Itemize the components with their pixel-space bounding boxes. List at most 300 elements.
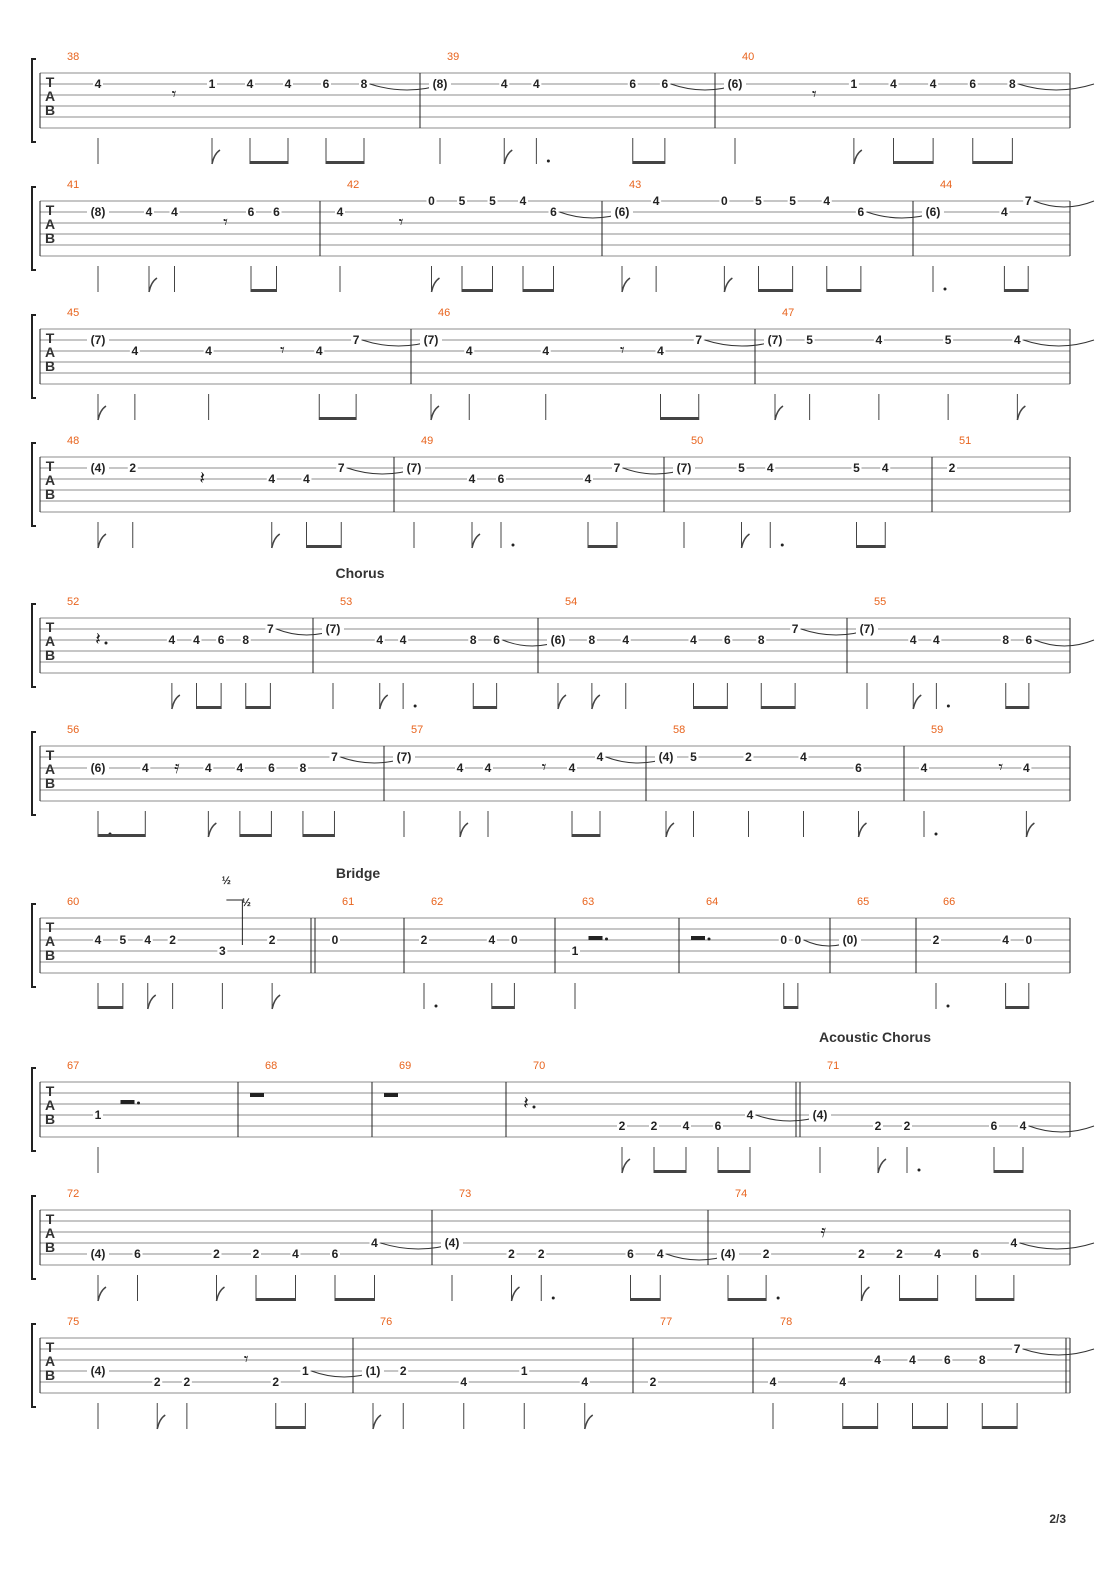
tab-system: [32, 51, 1094, 164]
fret-number: (7): [325, 622, 341, 636]
fret-number: 0: [780, 933, 788, 947]
beam: [335, 1298, 375, 1301]
rest: 𝄾: [398, 212, 404, 233]
rest: 𝄿: [820, 1221, 827, 1242]
fret-number: 6: [331, 1247, 339, 1261]
eighth-flag: [217, 1287, 225, 1301]
fret-number: (6): [550, 633, 566, 647]
tab-clef-letter: T: [45, 919, 55, 935]
fret-number: 4: [542, 344, 550, 358]
fret-number: 8: [588, 633, 596, 647]
eighth-flag: [622, 1159, 630, 1173]
beam: [694, 706, 728, 709]
beam: [492, 1006, 515, 1009]
measure: [947, 435, 1070, 512]
rest-dot: [137, 1102, 140, 1105]
fret-number: 4: [315, 344, 323, 358]
tie: [1023, 1349, 1094, 1355]
fret-number: 4: [656, 1247, 664, 1261]
tab-clef-letter: A: [44, 216, 56, 232]
fret-number: 4: [94, 933, 102, 947]
bend-amount-label: ½: [221, 875, 231, 887]
fret-number: 0: [428, 194, 435, 208]
fret-number: 4: [769, 1375, 777, 1389]
fret-number: 4: [800, 750, 807, 764]
measure-number: 53: [340, 596, 353, 608]
fret-number: 4: [823, 194, 831, 208]
measure-number: 60: [67, 896, 80, 908]
fret-number: 4: [690, 633, 697, 647]
eighth-flag: [775, 406, 783, 420]
system-bracket: [32, 904, 36, 987]
tab-clef-letter: T: [45, 202, 55, 218]
measure-number: 62: [431, 896, 444, 908]
fret-number: (0): [842, 933, 858, 947]
fret-number: 4: [292, 1247, 299, 1261]
beam: [633, 161, 665, 164]
fret-number: (8): [90, 205, 106, 219]
beam: [307, 545, 342, 548]
system-bracket: [32, 604, 36, 687]
fret-number: 2: [650, 1119, 658, 1133]
fret-number: 8: [469, 633, 477, 647]
measure-number: 47: [782, 307, 795, 319]
system-bracket: [32, 1068, 36, 1151]
fret-number: 4: [193, 633, 200, 647]
measure-number: 48: [67, 435, 80, 447]
rest: 𝄾: [998, 757, 1004, 778]
fret-number: 4: [144, 933, 152, 947]
fret-number: 6: [1025, 633, 1033, 647]
eighth-flag: [460, 823, 468, 837]
fret-number: 4: [581, 1375, 589, 1389]
rest-dot: [708, 938, 711, 941]
eighth-flag: [472, 534, 480, 548]
fret-number: 0: [331, 933, 339, 947]
fret-number: 6: [972, 1247, 980, 1261]
tab-system: [32, 179, 1094, 292]
eighth-flag: [432, 278, 440, 292]
rhythm-dot: [777, 1297, 780, 1300]
section-label: Chorus: [335, 565, 385, 581]
measure-number: 40: [742, 51, 755, 63]
measure: [922, 179, 1094, 292]
rest: 𝄾: [243, 1349, 249, 1370]
eighth-flag: [98, 534, 106, 548]
fret-number: 8: [757, 633, 765, 647]
fret-number: 2: [903, 1119, 911, 1133]
fret-number: 4: [205, 761, 212, 775]
fret-number: (7): [676, 461, 692, 475]
beam: [572, 834, 600, 837]
fret-number: 6: [322, 77, 330, 91]
fret-number: 4: [890, 77, 897, 91]
fret-number: 8: [1009, 77, 1016, 91]
measure-number: 50: [691, 435, 704, 447]
rest: 𝄾: [279, 340, 285, 361]
fret-number: 2: [268, 933, 276, 947]
tab-clef-letter: B: [44, 775, 56, 791]
fret-number: 6: [134, 1247, 141, 1261]
fret-number: 6: [247, 205, 255, 219]
fret-number: 4: [94, 77, 102, 91]
rhythm-dot: [918, 1169, 921, 1172]
tab-system: [32, 435, 1070, 548]
fret-number: 4: [376, 633, 384, 647]
measure-number: 59: [931, 724, 944, 736]
measure: [570, 896, 679, 1009]
fret-number: (4): [90, 1247, 106, 1261]
measure-number: 68: [265, 1060, 278, 1072]
measure: [839, 896, 916, 973]
fret-number: 4: [131, 344, 139, 358]
measure-number: 58: [673, 724, 686, 736]
eighth-flag: [878, 1159, 886, 1173]
measure-number: 39: [447, 51, 460, 63]
measure: [648, 1316, 753, 1393]
measure: [429, 51, 739, 164]
measure: [67, 435, 418, 548]
fret-number: 4: [145, 205, 153, 219]
fret-number: 4: [652, 194, 660, 208]
beam: [250, 161, 288, 164]
tab-clef-letter: T: [45, 747, 55, 763]
beam: [761, 706, 795, 709]
tab-clef-letter: A: [44, 761, 56, 777]
fret-number: 4: [657, 344, 664, 358]
fret-number: 4: [874, 1353, 881, 1367]
fret-number: 1: [302, 1364, 309, 1378]
tab-clef-letter: B: [44, 1239, 56, 1255]
fret-number: 2: [649, 1375, 657, 1389]
eighth-flag: [272, 995, 280, 1009]
eighth-flag: [558, 695, 566, 709]
measure: [384, 1060, 506, 1137]
measure-number: 70: [533, 1060, 546, 1072]
fret-number: 4: [839, 1375, 847, 1389]
fret-number: 7: [695, 333, 703, 347]
measure: [691, 896, 854, 1009]
measure: [673, 435, 932, 548]
measure: [250, 1060, 372, 1137]
fret-number: 1: [571, 944, 579, 958]
rest: 𝄽: [523, 1093, 529, 1114]
tab-clef-letter: B: [44, 947, 56, 963]
fret-number: 4: [488, 933, 496, 947]
tab-clef-letter: T: [45, 330, 55, 346]
fret-number: 2: [618, 1119, 626, 1133]
fret-number: 8: [978, 1353, 986, 1367]
eighth-flag: [272, 534, 280, 548]
fret-number: 4: [682, 1119, 690, 1133]
fret-number: 4: [1019, 1119, 1027, 1133]
beam: [462, 289, 493, 292]
tab-system: [32, 596, 1094, 709]
tab-clef-letter: A: [44, 472, 56, 488]
system-bracket: [32, 187, 36, 270]
measure: [335, 179, 626, 292]
measure-number: 55: [874, 596, 887, 608]
beam: [240, 834, 272, 837]
measure: [362, 1316, 633, 1429]
tab-clef-letter: A: [44, 88, 56, 104]
measure: [724, 51, 1094, 164]
fret-number: 7: [337, 461, 345, 475]
tab-clef-letter: A: [44, 1353, 56, 1369]
system-bracket: [32, 59, 36, 142]
fret-number: 2: [537, 1247, 545, 1261]
fret-number: (1): [365, 1364, 381, 1378]
measure-number: 74: [735, 1188, 748, 1200]
beam: [631, 1298, 661, 1301]
fret-number: 7: [1024, 194, 1032, 208]
rest: 𝄾: [811, 84, 817, 105]
half-rest: [691, 936, 705, 940]
system-bracket: [32, 315, 36, 398]
rhythm-dot: [947, 1005, 950, 1008]
whole-rest: [250, 1093, 264, 1097]
beam: [857, 545, 886, 548]
tab-clef-letter: B: [44, 102, 56, 118]
eighth-flag: [148, 995, 156, 1009]
rhythm-dot: [547, 160, 550, 163]
rest: 𝄿: [174, 757, 180, 778]
fret-number: 7: [267, 622, 274, 636]
fret-number: 2: [213, 1247, 220, 1261]
beam: [326, 161, 364, 164]
fret-number: 2: [399, 1364, 407, 1378]
tie: [1034, 201, 1094, 207]
fret-number: 6: [714, 1119, 722, 1133]
fret-number: 4: [746, 1108, 754, 1122]
fret-number: (4): [658, 750, 674, 764]
fret-number: 2: [745, 750, 752, 764]
beam: [588, 545, 617, 548]
tab-system: [32, 1316, 1094, 1429]
fret-number: 5: [853, 461, 860, 475]
fret-number: 2: [183, 1375, 191, 1389]
beam: [976, 1298, 1014, 1301]
eighth-flag: [859, 823, 867, 837]
eighth-flag: [149, 278, 157, 292]
measure: [796, 1060, 1094, 1173]
eighth-flag: [98, 1287, 106, 1301]
beam: [246, 706, 271, 709]
tie: [1029, 1126, 1094, 1132]
fret-number: 6: [969, 77, 977, 91]
tab-system: [32, 1060, 1094, 1173]
measure-number: 52: [67, 596, 80, 608]
measure-number: 76: [380, 1316, 393, 1328]
tab-clef-letter: A: [44, 933, 56, 949]
fret-number: 4: [465, 344, 473, 358]
fret-number: (4): [720, 1247, 736, 1261]
fret-number: 4: [1014, 333, 1021, 347]
eighth-flag: [380, 695, 388, 709]
fret-number: 1: [850, 77, 858, 91]
release-amount-label: ½: [241, 897, 251, 909]
fret-number: 5: [755, 194, 762, 208]
eighth-flag: [208, 823, 216, 837]
rhythm-dot: [552, 1297, 555, 1300]
system-bracket: [32, 1324, 36, 1407]
fret-number: 4: [622, 633, 630, 647]
beam: [197, 706, 222, 709]
fret-number: 7: [1013, 1342, 1021, 1356]
fret-number: 6: [273, 205, 280, 219]
measure: [523, 1060, 824, 1173]
eighth-flag: [854, 150, 862, 164]
measure: [67, 875, 315, 1009]
measure-number: 44: [940, 179, 953, 191]
fret-number: 4: [929, 77, 937, 91]
fret-number: 4: [168, 633, 176, 647]
fret-number: 4: [456, 761, 464, 775]
fret-number: 5: [489, 194, 496, 208]
measure: [441, 1188, 732, 1301]
measure: [764, 307, 1094, 420]
fret-number: 8: [1002, 633, 1010, 647]
beam: [98, 834, 145, 837]
tab-clef-letter: B: [44, 1111, 56, 1127]
fret-number: 4: [1001, 205, 1008, 219]
fret-number: 2: [252, 1247, 260, 1261]
fret-number: (4): [444, 1236, 460, 1250]
tie: [1023, 340, 1094, 346]
tab-clef-letter: T: [45, 1211, 55, 1227]
rhythm-dot: [781, 544, 784, 547]
fret-number: 4: [1002, 933, 1009, 947]
beam: [784, 1006, 798, 1009]
rhythm-dot: [947, 705, 950, 708]
fret-number: 4: [909, 633, 917, 647]
fret-number: 4: [519, 194, 527, 208]
system-bracket: [32, 732, 36, 815]
eighth-flag: [742, 534, 750, 548]
fret-number: 8: [360, 77, 368, 91]
measure: [67, 51, 444, 164]
fret-number: 4: [141, 761, 149, 775]
eighth-flag: [98, 406, 106, 420]
section-label: Acoustic Chorus: [818, 1029, 932, 1045]
fret-number: 6: [217, 633, 225, 647]
fret-number: 5: [806, 333, 813, 347]
beam: [251, 289, 277, 292]
measure: [768, 1316, 1094, 1429]
measure-number: 41: [67, 179, 80, 191]
fret-number: 4: [568, 761, 576, 775]
fret-number: 4: [909, 1353, 916, 1367]
fret-number: (4): [812, 1108, 828, 1122]
fret-number: 7: [791, 622, 799, 636]
eighth-flag: [585, 1415, 593, 1429]
fret-number: (7): [859, 622, 875, 636]
eighth-flag: [913, 695, 921, 709]
fret-number: 4: [268, 472, 276, 486]
tab-clef-letter: A: [44, 1225, 56, 1241]
measure: [67, 596, 337, 709]
tab-clef-letter: B: [44, 647, 56, 663]
beam: [900, 1298, 938, 1301]
tab-clef-letter: A: [44, 633, 56, 649]
fret-number: 4: [920, 761, 928, 775]
fret-number: 0: [511, 933, 518, 947]
fret-number: 4: [596, 750, 604, 764]
beam: [728, 1298, 766, 1301]
tab-system: [32, 1188, 1094, 1301]
beam: [1006, 1006, 1029, 1009]
fret-number: 4: [399, 633, 407, 647]
eighth-flag: [431, 406, 439, 420]
eighth-flag: [172, 695, 180, 709]
eighth-flag: [212, 150, 220, 164]
fret-number: 6: [990, 1119, 998, 1133]
fret-number: 2: [169, 933, 176, 947]
section-label: Bridge: [335, 865, 381, 881]
eighth-flag: [622, 278, 630, 292]
fret-number: 5: [458, 194, 466, 208]
rest: 𝄽: [199, 468, 206, 489]
fret-number: (6): [90, 761, 106, 775]
fret-number: 2: [129, 461, 137, 475]
rhythm-dot: [414, 705, 417, 708]
tab-clef-letter: B: [44, 1367, 56, 1383]
fret-number: 4: [246, 77, 254, 91]
measure-number: 75: [67, 1316, 80, 1328]
fret-number: 4: [205, 344, 212, 358]
measure-number: 45: [67, 307, 80, 319]
eighth-flag: [373, 1415, 381, 1429]
fret-number: 4: [934, 1247, 941, 1261]
measure-number: 51: [959, 435, 972, 447]
fret-number: 6: [724, 633, 731, 647]
rest-dot: [105, 642, 108, 645]
fret-number: 4: [584, 472, 592, 486]
beam: [843, 1426, 878, 1429]
fret-number: (4): [90, 461, 106, 475]
beam: [718, 1170, 750, 1173]
measure: [393, 724, 670, 837]
measure: [403, 435, 688, 548]
beam: [759, 289, 793, 292]
tie: [1035, 640, 1094, 646]
beam: [894, 161, 934, 164]
fret-number: 4: [336, 205, 344, 219]
fret-number: 4: [1023, 761, 1030, 775]
rest: 𝄾: [171, 84, 177, 105]
fret-number: (6): [614, 205, 630, 219]
tab-system: [32, 875, 1070, 1009]
fret-number: 1: [208, 77, 216, 91]
tab-system: [32, 724, 1070, 837]
fret-number: 6: [493, 633, 500, 647]
fret-number: 0: [721, 194, 728, 208]
rhythm-dot: [512, 544, 515, 547]
eighth-flag: [1017, 406, 1025, 420]
fret-number: 2: [896, 1247, 903, 1261]
eighth-flag: [157, 1415, 165, 1429]
measure: [67, 179, 320, 292]
measure-number: 66: [943, 896, 956, 908]
fret-number: 6: [857, 205, 865, 219]
fret-number: (7): [90, 333, 106, 347]
fret-number: 2: [874, 1119, 882, 1133]
fret-number: 6: [550, 205, 557, 219]
measure-number: 54: [565, 596, 578, 608]
measure: [420, 307, 779, 420]
fret-number: 6: [944, 1353, 951, 1367]
measure-number: 64: [706, 896, 719, 908]
